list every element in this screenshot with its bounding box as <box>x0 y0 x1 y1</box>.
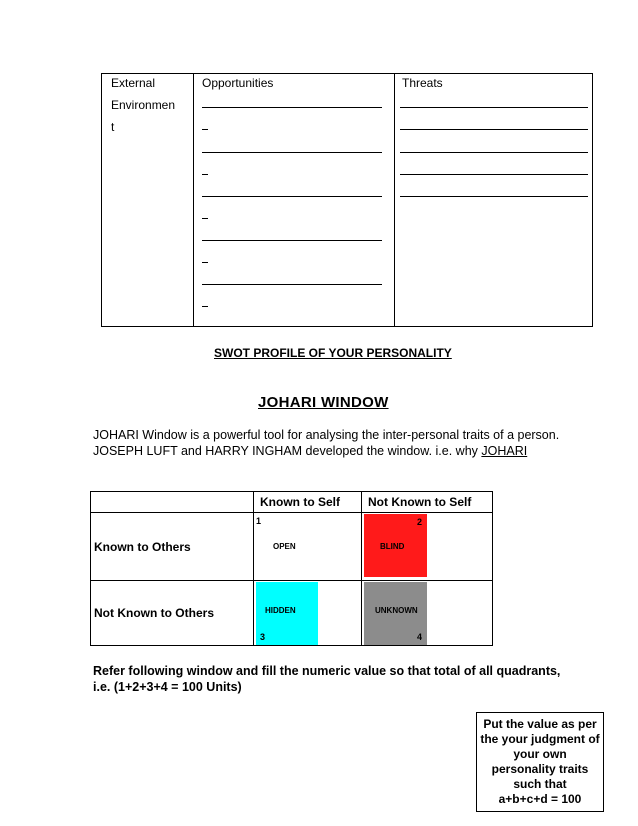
opportunity-blank-dash <box>202 306 208 307</box>
table-divider <box>394 74 395 326</box>
quadrant-label: UNKNOWN <box>375 606 418 615</box>
quadrant-open <box>256 514 318 577</box>
opportunity-blank-dash <box>202 262 208 263</box>
threats-header: Threats <box>402 76 443 90</box>
row-known-to-others: Known to Others <box>94 540 191 554</box>
opportunities-header: Opportunities <box>202 76 274 90</box>
opportunity-blank-line[interactable] <box>202 240 382 241</box>
quadrant-label: OPEN <box>273 542 296 551</box>
quadrant-number: 3 <box>260 632 266 642</box>
opportunity-blank-line[interactable] <box>202 152 382 153</box>
threat-blank-line[interactable] <box>400 152 588 153</box>
swot-caption: SWOT PROFILE OF YOUR PERSONALITY <box>214 346 452 360</box>
table-divider <box>253 492 254 645</box>
opportunity-blank-line[interactable] <box>202 196 382 197</box>
swot-external-table <box>101 73 593 327</box>
quadrant-label: HIDDEN <box>265 606 296 615</box>
threat-blank-line[interactable] <box>400 196 588 197</box>
quadrant-number: 2 <box>416 517 422 527</box>
quadrant-blind <box>364 514 427 577</box>
row-not-known-to-others: Not Known to Others <box>94 606 214 620</box>
table-divider <box>91 512 492 513</box>
quadrant-unknown <box>364 582 427 645</box>
opportunity-blank-dash <box>202 129 208 130</box>
quadrant-number: 4 <box>416 632 422 642</box>
note-box: Put the value as per the your judgment of your own personality traits such that a+b+c+d = 100 <box>476 712 604 812</box>
opportunity-blank-line[interactable] <box>202 284 382 285</box>
col-not-known-to-self: Not Known to Self <box>368 495 472 509</box>
quadrant-number: 1 <box>256 516 262 526</box>
table-divider <box>361 492 362 645</box>
johari-window-table <box>90 491 493 646</box>
threat-blank-line[interactable] <box>400 129 588 130</box>
col-known-to-self: Known to Self <box>260 495 340 509</box>
row-header-external: External Environmen t <box>111 76 176 134</box>
johari-intro: JOHARI Window is a powerful tool for analysing the inter-personal traits of a person. JOSEPH LUFT and HARRY INGHAM developed the window. i.e. why JOHARI <box>93 428 560 458</box>
table-divider <box>91 580 492 581</box>
johari-link[interactable]: JOHARI <box>481 444 528 458</box>
quadrant-hidden <box>256 582 318 645</box>
opportunity-blank-dash <box>202 218 208 219</box>
threat-blank-line[interactable] <box>400 174 588 175</box>
opportunity-blank-line[interactable] <box>202 107 382 108</box>
quadrant-label: BLIND <box>380 542 405 551</box>
threat-blank-line[interactable] <box>400 107 588 108</box>
opportunity-blank-dash <box>202 174 208 175</box>
instruction-text: Refer following window and fill the numeric value so that total of all quadrants, i.e. (1+2+3+4 = 100 Units) <box>93 664 561 694</box>
table-divider <box>193 74 194 326</box>
johari-title: JOHARI WINDOW <box>258 394 389 411</box>
